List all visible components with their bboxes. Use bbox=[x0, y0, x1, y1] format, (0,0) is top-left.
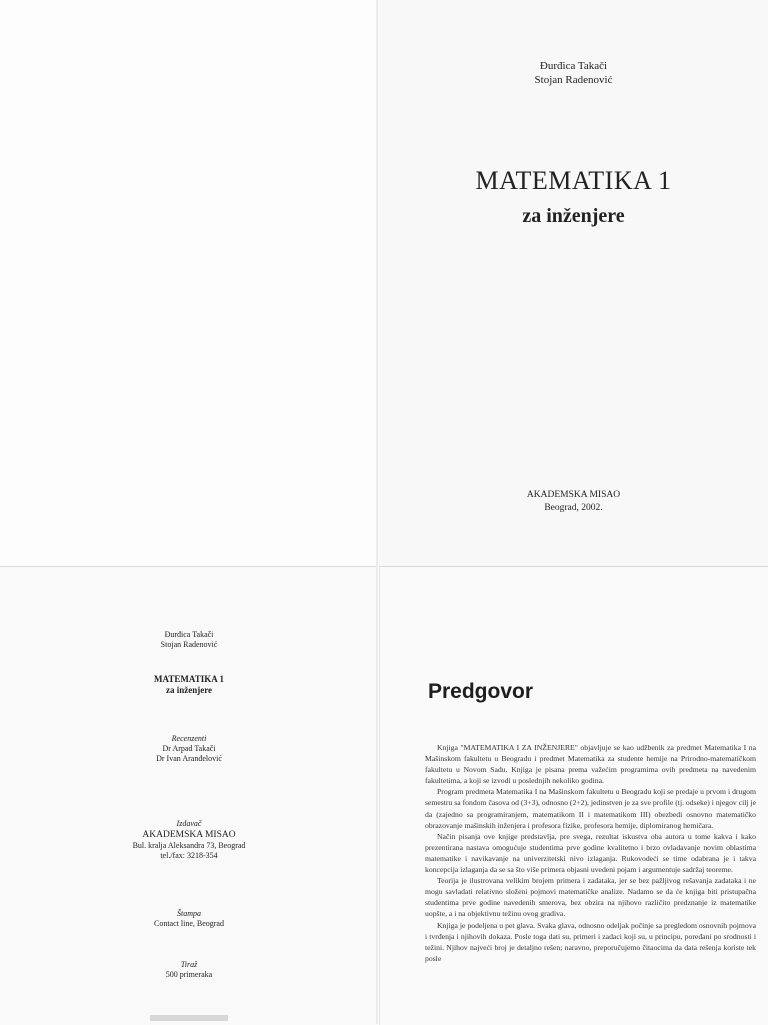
imprint-author-2: Stojan Radenović bbox=[160, 640, 218, 649]
printer-name: Contact line, Beograd bbox=[154, 919, 224, 928]
imprint-title: MATEMATIKA 1 bbox=[154, 674, 224, 684]
imprint-page bbox=[0, 566, 378, 1025]
preface-paragraph: Knjiga je podeljena u pet glava. Svaka glava, odnosno odeljak počinje sa pregledom osnovnih pojmova i tvrđenja i njihovih dokaza. Posle toga dati su, primeri i zadaci koji su, u principu, poređani po srodnosti i težini. Njihov najveći broj je detaljno rešen; naravno, preporučujemo čitaocima da data rešenja koriste tek posle bbox=[425, 920, 756, 963]
print-label: Štampa bbox=[177, 909, 201, 918]
imprint-subtitle: za inženjere bbox=[165, 685, 213, 695]
publisher-name: AKADEMSKA MISAO bbox=[142, 830, 236, 840]
imprint-printer bbox=[0, 909, 378, 929]
cover-publisher-block bbox=[378, 489, 768, 515]
imprint-publisher bbox=[0, 819, 378, 861]
imprint-run bbox=[0, 960, 378, 980]
cover-authors bbox=[378, 59, 768, 87]
reviewers-label: Recenzenti bbox=[171, 734, 207, 743]
cover-place-year: Beograd, 2002. bbox=[544, 503, 603, 513]
preface-paragraph: Program predmeta Matematika I na Mašinskom fakultetu u Beogradu koji se predaje u prvom i drugom semestru sa fondom časova od (3+3), odnosno (2+2), jedinstven je za sve profile (tj. odseke) i njegov cilj je da (zajedno sa programiranjem, matematikom II i matematikom III) obezbedi osnovno matematičko obrazovanje mašinskih inženjera i profesora fizike, profesora hemije, diplomiranog hemičara. bbox=[425, 787, 756, 830]
cover-publisher: AKADEMSKA MISAO bbox=[526, 490, 621, 500]
cropped-text-strip bbox=[150, 1015, 228, 1021]
reviewer-2: Dr Ivan Aranđelović bbox=[156, 754, 222, 763]
cover-subtitle: za inženjere bbox=[522, 205, 625, 227]
run-label: Tiraž bbox=[180, 960, 198, 969]
imprint-reviewers bbox=[0, 734, 378, 764]
cover-author-1: Đurđica Takači bbox=[539, 60, 608, 72]
preface-paragraph: Način pisanja ove knjige predstavlja, pre svega, rezultat iskustva oba autora u tome kakva i kako prezentirana nastava omogućuje studentima prve godine kvalitetno i brzo ovladavanje novim oblastima matematike i navikavanje na univerzitetski nivo izlaganja. Rukovodeći se time odabrana je i takva koncepcija izlaganja da se sa što više primera objasni uvedeni pojam i argumentuje sadržaj teoreme. bbox=[425, 831, 756, 875]
cover-author-2: Stojan Radenović bbox=[534, 74, 613, 86]
preface-paragraph: Teorija je ilustrovana velikim brojem primera i zadataka, jer se bez pažljivog rešavanja zadataka i ne mogu savladati relativno složeni pojmovi matematičke analize. Nadamo se da će knjiga biti pristupačna studentima prve godine navedenih smerova, bez obzira na njihovo različito predznanje iz matematike uopšte, a i na objektivnu težinu ovog gradiva. bbox=[425, 876, 756, 919]
publisher-label: Izdavač bbox=[176, 819, 202, 828]
imprint-author-1: Đurđica Takači bbox=[164, 630, 214, 639]
blank-page bbox=[0, 0, 376, 566]
publisher-address: Bul. kralja Aleksandra 73, Beograd bbox=[132, 841, 246, 850]
cover-page bbox=[377, 0, 768, 566]
imprint-title-block bbox=[0, 674, 378, 696]
preface-body bbox=[425, 742, 756, 964]
reviewer-1: Dr Arpad Takači bbox=[162, 744, 216, 753]
publisher-phone: tel./fax: 3218-354 bbox=[160, 851, 218, 860]
page-seam bbox=[376, 0, 378, 1024]
preface-page bbox=[379, 566, 768, 1025]
cover-title: MATEMATIKA 1 bbox=[475, 166, 672, 195]
preface-heading: Predgovor bbox=[428, 680, 534, 703]
run-count: 500 primeraka bbox=[165, 970, 213, 979]
imprint-authors bbox=[0, 630, 378, 650]
preface-paragraph: Knjiga "MATEMATIKA I ZA INŽENJERE" objavljuje se kao udžbenik za predmet Matematika I na Mašinskom fakultetu u Beogradu i predmet Matematika za studente hemije na Prirodno-matematičkom fakultetu u Novom Sadu. Knjiga je pisana prema važećim programima ovih predmeta na navedenim fakultetima, a koji se izvodi u poslednjih nekoliko godina. bbox=[425, 743, 756, 786]
